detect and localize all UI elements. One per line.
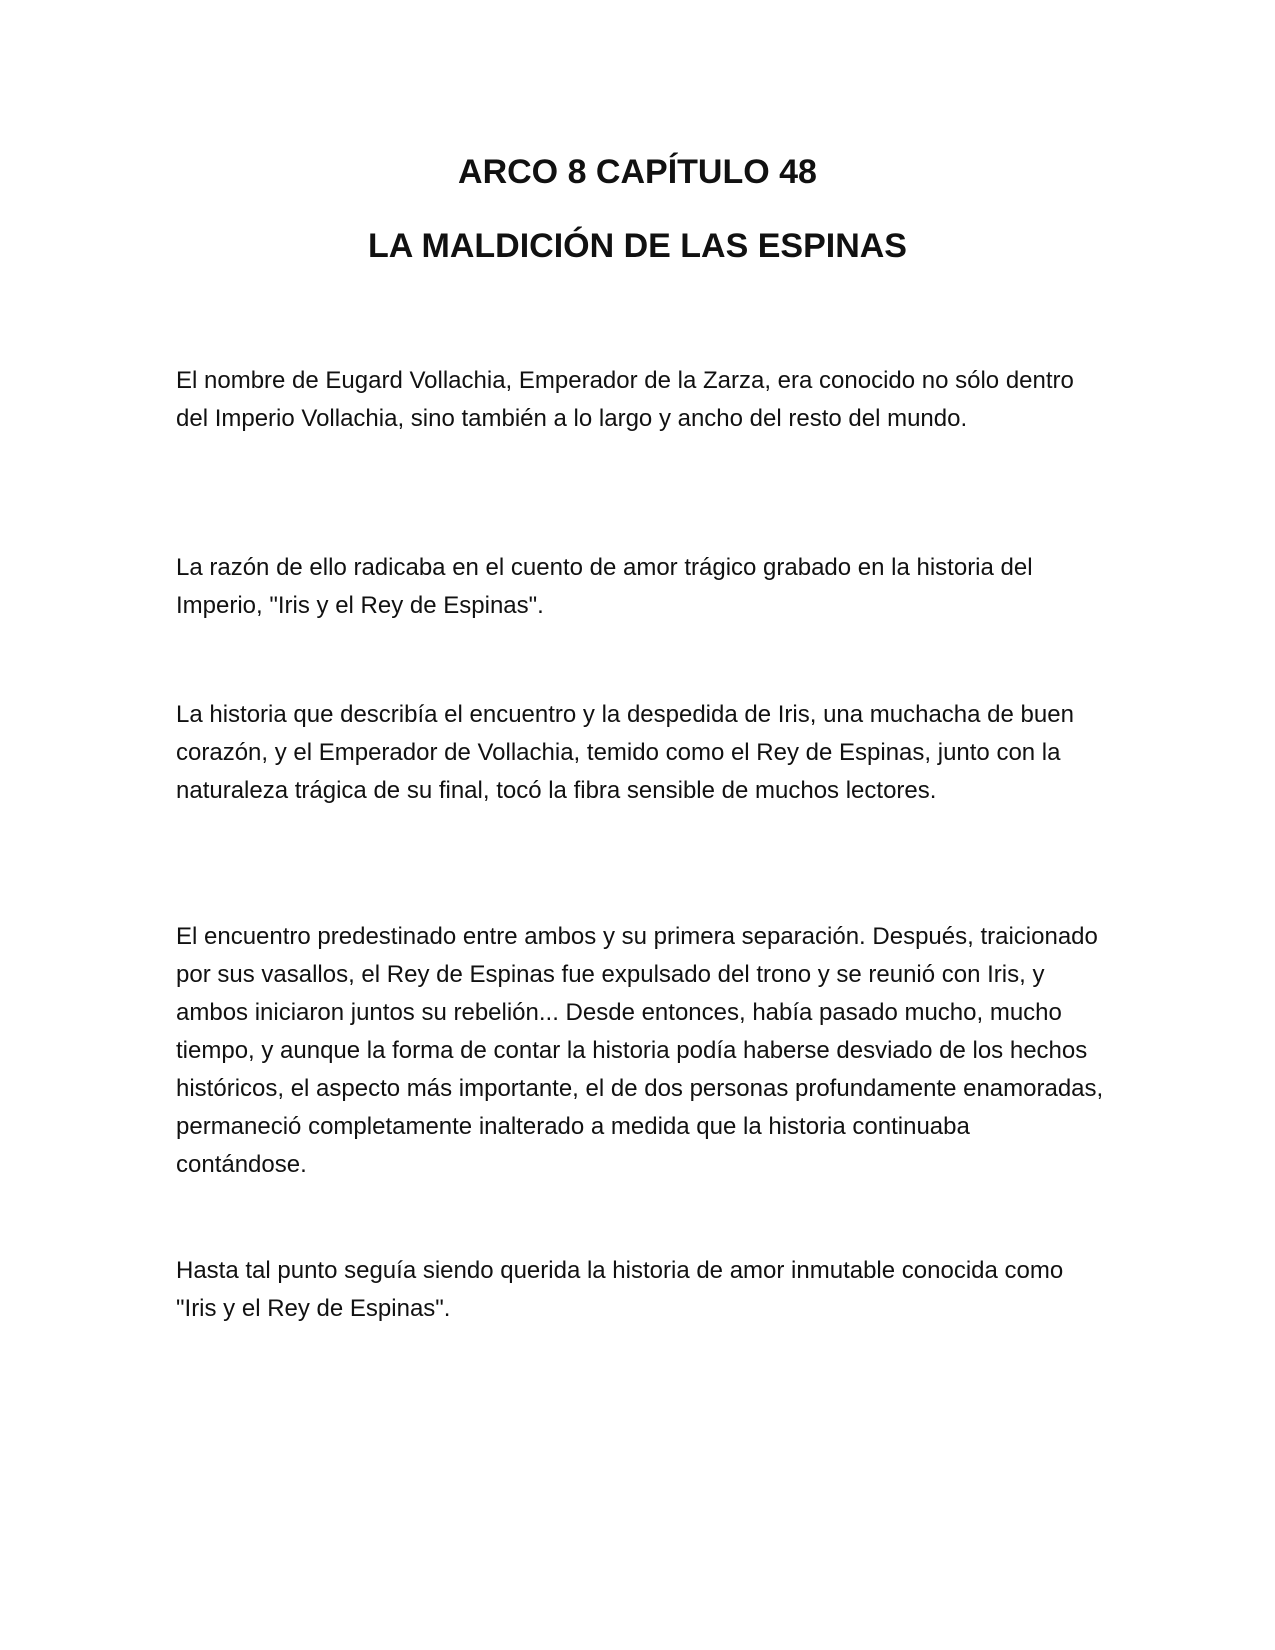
paragraph-5: Hasta tal punto seguía siendo querida la historia de amor inmutable conocida como "Iris y el Rey de Espinas". xyxy=(176,1257,1064,1322)
paragraph-4: El encuentro predestinado entre ambos y su primera separación. Después, traicionado por sus vasallos, el Rey de Espinas fue expulsado del trono y se reunió con Iris, y ambos iniciaron juntos su rebelión... Desde entonces, había pasado mucho, mucho tiempo, y aunque la forma de contar la historia podía haberse desviado de los hechos históricos, el aspecto más importante, el de dos personas profundamente enamoradas, permaneció completamente inalterado a medida que la historia continuaba contándose. xyxy=(176,923,1104,1178)
chapter-number-heading: ARCO 8 CAPÍTULO 48 xyxy=(458,153,817,191)
paragraph-2: La razón de ello radicaba en el cuento de amor trágico grabado en la historia del Imperio, "Iris y el Rey de Espinas". xyxy=(176,554,1033,619)
paragraph-1: El nombre de Eugard Vollachia, Emperador de la Zarza, era conocido no sólo dentro del Imperio Vollachia, sino también a lo largo y ancho del resto del mundo. xyxy=(176,367,1074,432)
chapter-title-heading: LA MALDICIÓN DE LAS ESPINAS xyxy=(368,227,907,265)
paragraph-3: La historia que describía el encuentro y la despedida de Iris, una muchacha de buen corazón, y el Emperador de Vollachia, temido como el Rey de Espinas, junto con la naturaleza trágica de su final, tocó la fibra sensible de muchos lectores. xyxy=(176,701,1074,804)
